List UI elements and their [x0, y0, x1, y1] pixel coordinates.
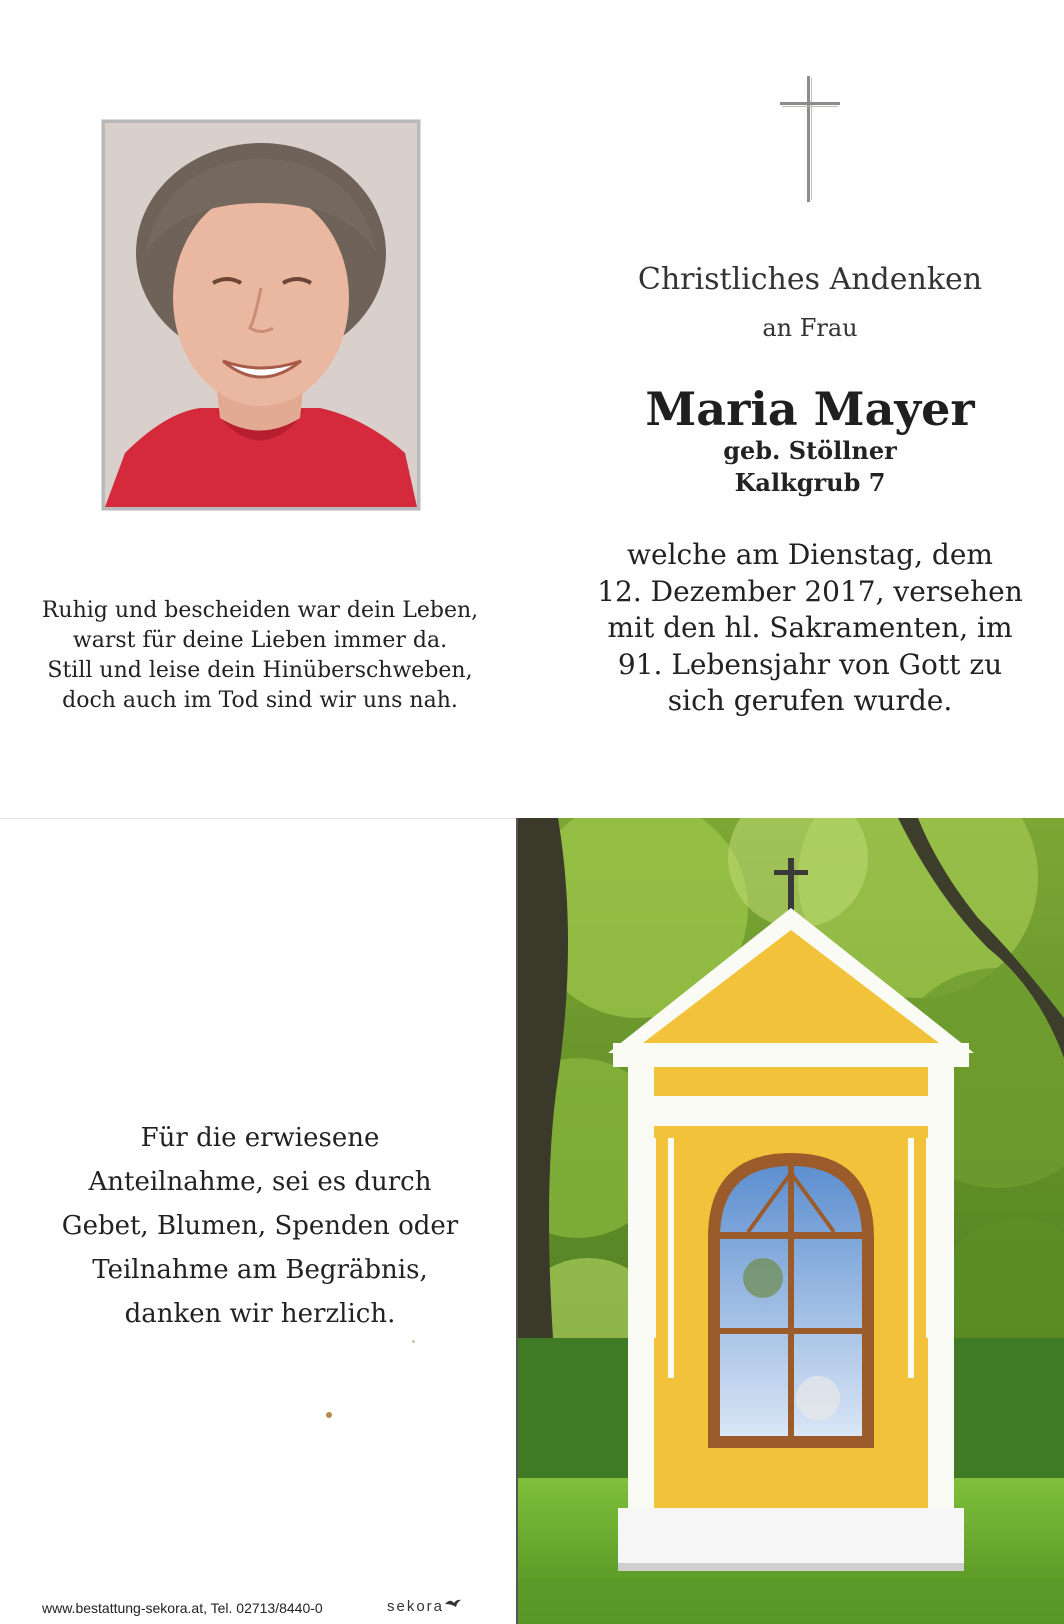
- portrait-illustration: [105, 123, 417, 507]
- paper-speck: [326, 1412, 332, 1418]
- thanks-line: Anteilnahme, sei es durch: [88, 1167, 432, 1197]
- salutation: an Frau: [762, 314, 858, 342]
- death-notice: [580, 537, 1040, 720]
- paper-speck: [412, 1340, 415, 1343]
- thanks-text: [20, 1116, 500, 1336]
- address: Kalkgrub 7: [734, 468, 886, 497]
- chapel-photo: [518, 818, 1064, 1624]
- notice-line: welche am Dienstag, dem: [627, 538, 993, 571]
- brand-text: sekora: [387, 1598, 445, 1615]
- thanks-line: Gebet, Blumen, Spenden oder: [61, 1211, 459, 1241]
- birth-name: geb. Stöllner: [723, 436, 897, 465]
- deceased-name: Maria Mayer: [645, 382, 975, 436]
- notice-line: 12. Dezember 2017, versehen: [597, 574, 1023, 608]
- footer-contact: www.bestattung-sekora.at, Tel. 02713/8440-0: [42, 1600, 323, 1616]
- poem-line: Ruhig und bescheiden war dein Leben,: [41, 598, 479, 623]
- footer-brand: [387, 1598, 461, 1615]
- thanks-line: Teilnahme am Begräbnis,: [92, 1255, 428, 1285]
- thanks-line: Für die erwiesene: [140, 1123, 380, 1153]
- poem-line: warst für deine Lieben immer da.: [72, 628, 448, 653]
- memorial-title: Christliches Andenken: [637, 262, 983, 297]
- chapel-illustration: [518, 818, 1064, 1624]
- thanks-line: danken wir herzlich.: [124, 1299, 396, 1329]
- poem-line: Still und leise dein Hinüberschweben,: [47, 658, 473, 683]
- notice-line: mit den hl. Sakramenten, im: [607, 611, 1013, 644]
- bird-icon: [445, 1598, 461, 1608]
- portrait-photo: [102, 120, 420, 510]
- poem-line: doch auch im Tod sind wir uns nah.: [62, 688, 458, 713]
- poem: [20, 596, 500, 716]
- notice-line: sich gerufen wurde.: [667, 684, 953, 717]
- notice-line: 91. Lebensjahr von Gott zu: [617, 647, 1003, 681]
- cross-icon: [780, 76, 840, 202]
